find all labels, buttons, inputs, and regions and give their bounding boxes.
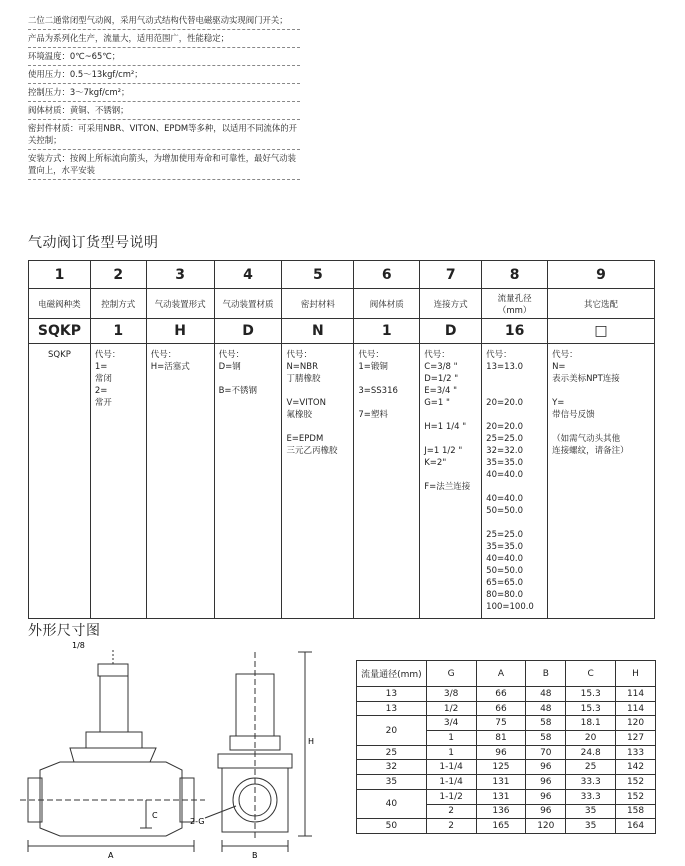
dimension-table xyxy=(356,660,656,834)
dim-cell: 2 xyxy=(426,819,476,834)
table-row xyxy=(357,716,656,731)
bonnet xyxy=(70,748,156,762)
intro-item: 控制压力：3～7kgf/cm²； xyxy=(28,84,300,102)
option-line: 40=40.0 xyxy=(486,470,524,480)
option-line: 2= xyxy=(94,386,108,396)
table-row xyxy=(357,687,656,702)
dim-cell: 25 xyxy=(566,760,616,775)
column-number: 3 xyxy=(146,261,214,289)
option-line: K=2" xyxy=(424,458,447,468)
option-line xyxy=(424,409,477,421)
option-line: 80=80.0 xyxy=(486,590,524,600)
intro-item: 密封件材质：可采用NBR、VITON、EPDM等多种，以适用不同流体的开关控制； xyxy=(28,120,300,150)
option-line: G=1 " xyxy=(424,398,450,408)
table-row xyxy=(357,760,656,775)
column-name: 气动装置材质 xyxy=(214,289,282,319)
dim-cell: 24.8 xyxy=(566,745,616,760)
dim-cell: 35 xyxy=(357,775,427,790)
option-line xyxy=(219,373,278,385)
option-line: 35=35.0 xyxy=(486,542,524,552)
model-code: SQKP xyxy=(29,319,91,344)
dim-cell: 13 xyxy=(357,687,427,702)
column-name: 流量孔径 （mm） xyxy=(482,289,548,319)
actuator-nut xyxy=(86,732,142,748)
model-code: 1 xyxy=(90,319,146,344)
option-line: 常闭 xyxy=(94,374,112,384)
a-label: A xyxy=(108,851,114,860)
option-detail xyxy=(282,344,354,619)
option-line: 7=塑料 xyxy=(358,410,388,420)
dim-cell: 114 xyxy=(616,701,656,716)
dim-cell: 66 xyxy=(476,701,526,716)
column-number: 5 xyxy=(282,261,354,289)
column-name: 阀体材质 xyxy=(354,289,420,319)
dim-cell: 58 xyxy=(526,716,566,731)
option-line xyxy=(486,409,543,421)
dim-cell: 164 xyxy=(616,819,656,834)
dim-cell: 96 xyxy=(526,775,566,790)
dim-cell: 35 xyxy=(566,819,616,834)
h-label: H xyxy=(308,737,315,746)
option-line xyxy=(486,385,543,397)
option-line xyxy=(486,517,543,529)
dim-cell: 142 xyxy=(616,760,656,775)
option-detail xyxy=(146,344,214,619)
option-line: 带信号反馈 xyxy=(552,410,595,420)
option-line: E=3/4 " xyxy=(424,386,458,396)
dim-cell: 40 xyxy=(357,789,427,818)
option-detail xyxy=(548,344,655,619)
intro-item: 二位二通常闭型气动阀，采用气动式结构代替电磁驱动实现阀门开关； xyxy=(28,12,300,30)
dim-cell: 18.1 xyxy=(566,716,616,731)
option-line: 13=13.0 xyxy=(486,362,524,372)
option-line: 1= xyxy=(94,362,108,372)
option-detail xyxy=(29,344,91,619)
dim-header: 流量通径(mm) xyxy=(357,661,427,687)
option-detail xyxy=(214,344,282,619)
intro-item: 产品为系列化生产，流量大，适用范围广，性能稳定； xyxy=(28,30,300,48)
option-line: 100=100.0 xyxy=(486,602,534,612)
option-line: 20=20.0 xyxy=(486,398,524,408)
option-line xyxy=(424,433,477,445)
dim-cell: 58 xyxy=(526,731,566,746)
dim-cell: 32 xyxy=(357,760,427,775)
option-line: 25=25.0 xyxy=(486,434,524,444)
intro-item: 环境温度：0℃~65℃； xyxy=(28,48,300,66)
option-line: 代号： xyxy=(424,350,450,360)
intro-notes xyxy=(28,12,300,180)
dim-cell: 81 xyxy=(476,731,526,746)
column-name: 控制方式 xyxy=(90,289,146,319)
dim-cell: 165 xyxy=(476,819,526,834)
dim-cell: 96 xyxy=(526,804,566,819)
option-line xyxy=(358,397,415,409)
dim-cell: 20 xyxy=(357,716,427,745)
option-line xyxy=(286,421,349,433)
option-line xyxy=(552,385,650,397)
dimension-title: 外形尺寸图 xyxy=(28,623,101,639)
option-line xyxy=(424,469,477,481)
option-line: Y= xyxy=(552,398,565,408)
option-line: 三元乙丙橡胶 xyxy=(286,446,338,456)
option-line: 40=40.0 xyxy=(486,494,524,504)
dim-cell: 33.3 xyxy=(566,789,616,804)
intro-item: 使用压力：0.5～13kgf/cm²； xyxy=(28,66,300,84)
dim-header: H xyxy=(616,661,656,687)
dim-cell: 1-1/2 xyxy=(426,789,476,804)
dim-header: G xyxy=(426,661,476,687)
dim-header: B xyxy=(526,661,566,687)
intro-item: 阀体材质：黄铜、不锈钢； xyxy=(28,102,300,120)
outline-drawing xyxy=(0,640,350,866)
table-row xyxy=(357,819,656,834)
dim-cell: 3/8 xyxy=(426,687,476,702)
dim-cell: 1 xyxy=(426,745,476,760)
option-line: V=VITON xyxy=(286,398,326,408)
model-code: D xyxy=(214,319,282,344)
option-line: 代号： xyxy=(218,350,245,360)
option-line: 35=35.0 xyxy=(486,458,524,468)
option-detail xyxy=(420,344,482,619)
dim-cell: 125 xyxy=(476,760,526,775)
option-line: H=1 1/4 " xyxy=(424,422,467,432)
column-name: 连接方式 xyxy=(420,289,482,319)
option-line: 代号： xyxy=(486,350,512,360)
intro-item: 安装方式：按阀上所标流向箭头，为增加使用寿命和可靠性，最好气动装置向上，水平安装 xyxy=(28,150,300,180)
dim-cell: 25 xyxy=(357,745,427,760)
option-detail xyxy=(90,344,146,619)
option-line: 常开 xyxy=(94,398,112,408)
column-number: 9 xyxy=(548,261,655,289)
dim-cell: 15.3 xyxy=(566,701,616,716)
option-line: 25=25.0 xyxy=(486,530,524,540)
option-line: 40=40.0 xyxy=(486,554,524,564)
dim-cell: 96 xyxy=(526,789,566,804)
model-code: H xyxy=(146,319,214,344)
model-code: 1 xyxy=(354,319,420,344)
column-number: 6 xyxy=(354,261,420,289)
dim-cell: 152 xyxy=(616,775,656,790)
option-line xyxy=(552,421,650,433)
g18-label: 1/8 xyxy=(72,641,85,650)
option-line: 50=50.0 xyxy=(486,506,524,516)
option-line: 连接螺纹，请备注） xyxy=(552,446,629,456)
dim-cell: 120 xyxy=(616,716,656,731)
dim-cell: 96 xyxy=(526,760,566,775)
pilot-port xyxy=(98,664,128,676)
option-line: SQKP xyxy=(48,350,71,360)
dim-cell: 20 xyxy=(566,731,616,746)
column-number: 4 xyxy=(214,261,282,289)
option-line: （如需气动头其他 xyxy=(552,434,621,444)
dim-cell: 131 xyxy=(476,775,526,790)
table-row xyxy=(357,775,656,790)
option-line: 代号： xyxy=(94,350,121,360)
dim-cell: 1-1/4 xyxy=(426,760,476,775)
option-line xyxy=(486,481,543,493)
column-number: 1 xyxy=(29,261,91,289)
valve-body xyxy=(40,762,182,836)
option-line: 32=32.0 xyxy=(486,446,524,456)
option-line: N=NBR xyxy=(286,362,319,372)
option-line: D=1/2 " xyxy=(424,374,459,384)
dim-cell: 35 xyxy=(566,804,616,819)
option-line: J=1 1/2 " xyxy=(424,446,463,456)
model-code: □ xyxy=(548,319,655,344)
dim-cell: 152 xyxy=(616,789,656,804)
dim-cell: 136 xyxy=(476,804,526,819)
option-line: E=EPDM xyxy=(286,434,324,444)
option-line xyxy=(486,373,543,385)
option-line: 代号： xyxy=(286,350,312,360)
dim-header: C xyxy=(566,661,616,687)
column-name: 密封材料 xyxy=(282,289,354,319)
column-number: 8 xyxy=(482,261,548,289)
dim-cell: 1 xyxy=(426,731,476,746)
table-row xyxy=(357,789,656,804)
option-detail xyxy=(354,344,420,619)
option-line: D=钢 xyxy=(218,362,241,372)
dim-cell: 133 xyxy=(616,745,656,760)
dim-cell: 127 xyxy=(616,731,656,746)
option-line: 丁腈橡胶 xyxy=(286,374,321,384)
order-table xyxy=(28,260,655,619)
option-line: H=活塞式 xyxy=(150,362,190,372)
b-label: B xyxy=(252,851,258,860)
model-code: 16 xyxy=(482,319,548,344)
dim-header: A xyxy=(476,661,526,687)
dim-cell: 96 xyxy=(476,745,526,760)
option-detail xyxy=(482,344,548,619)
option-line: F=法兰连接 xyxy=(424,482,471,492)
dim-cell: 48 xyxy=(526,701,566,716)
dim-cell: 114 xyxy=(616,687,656,702)
dim-cell: 66 xyxy=(476,687,526,702)
option-line: C=3/8 " xyxy=(424,362,458,372)
option-line: 20=20.0 xyxy=(486,422,524,432)
dim-cell: 50 xyxy=(357,819,427,834)
dim-cell: 3/4 xyxy=(426,716,476,731)
option-line: 表示美标NPT连接 xyxy=(552,374,620,384)
dim-cell: 1/2 xyxy=(426,701,476,716)
dim-cell: 120 xyxy=(526,819,566,834)
dim-cell: 33.3 xyxy=(566,775,616,790)
table-row xyxy=(357,701,656,716)
option-line: 氟橡胶 xyxy=(286,410,312,420)
column-number: 7 xyxy=(420,261,482,289)
dim-cell: 158 xyxy=(616,804,656,819)
option-line: 65=65.0 xyxy=(486,578,524,588)
dim-cell: 48 xyxy=(526,687,566,702)
option-line: 代号： xyxy=(150,350,177,360)
option-line xyxy=(358,373,415,385)
column-name: 其它选配 xyxy=(548,289,655,319)
model-code: N xyxy=(282,319,354,344)
order-title: 气动阀订货型号说明 xyxy=(28,235,159,251)
model-code: D xyxy=(420,319,482,344)
column-name: 气动装置形式 xyxy=(146,289,214,319)
column-number: 2 xyxy=(90,261,146,289)
dim-cell: 15.3 xyxy=(566,687,616,702)
option-line: 1=锻铜 xyxy=(358,362,388,372)
g2-label: 2-G xyxy=(190,817,205,826)
option-line: 3=SS316 xyxy=(358,386,398,396)
dim-cell: 75 xyxy=(476,716,526,731)
option-line: 代号： xyxy=(358,350,384,360)
dim-cell: 131 xyxy=(476,789,526,804)
option-line: 代号： xyxy=(552,350,578,360)
column-name: 电磁阀种类 xyxy=(29,289,91,319)
actuator-body xyxy=(100,676,128,732)
dim-cell: 2 xyxy=(426,804,476,819)
dim-cell: 70 xyxy=(526,745,566,760)
option-line: N= xyxy=(552,362,566,372)
c-label: C xyxy=(152,811,158,820)
dim-cell: 1-1/4 xyxy=(426,775,476,790)
option-line xyxy=(286,385,349,397)
option-line: B=不锈钢 xyxy=(218,386,258,396)
option-line: 50=50.0 xyxy=(486,566,524,576)
dim-cell: 13 xyxy=(357,701,427,716)
table-row xyxy=(357,745,656,760)
